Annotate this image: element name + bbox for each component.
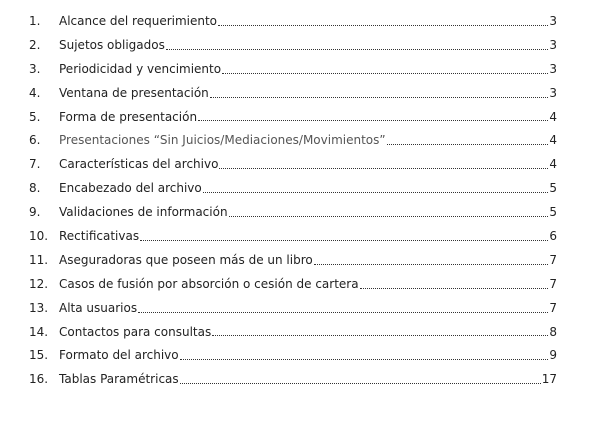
toc-entry-12[interactable] bbox=[29, 272, 557, 296]
toc-entry-title: Alta usuarios bbox=[59, 300, 138, 315]
toc-entry-6[interactable] bbox=[29, 128, 557, 152]
toc-entry-page: 5 bbox=[549, 181, 557, 196]
dot-leader bbox=[180, 383, 541, 384]
dot-leader bbox=[140, 240, 548, 241]
toc-entry-title: Periodicidad y vencimiento bbox=[59, 61, 222, 76]
toc-entry-page: 4 bbox=[549, 133, 557, 148]
dot-leader bbox=[222, 73, 548, 74]
toc-entry-page: 7 bbox=[549, 276, 557, 291]
dot-leader bbox=[210, 97, 549, 98]
toc-entry-8[interactable] bbox=[29, 176, 557, 200]
toc-entry-page: 17 bbox=[541, 372, 557, 387]
toc-entry-title: Presentaciones “Sin Juicios/Mediaciones/Movimientos” bbox=[59, 133, 386, 148]
toc-entry-3[interactable] bbox=[29, 57, 557, 81]
dot-leader bbox=[203, 192, 549, 193]
toc-entry-5[interactable] bbox=[29, 105, 557, 129]
toc-entry-number: 12. bbox=[29, 276, 49, 291]
toc-entry-title: Contactos para consultas bbox=[59, 324, 212, 339]
toc-entry-number: 4. bbox=[29, 85, 41, 100]
toc-entry-number: 2. bbox=[29, 37, 41, 52]
dot-leader bbox=[314, 264, 549, 265]
toc-entry-page: 4 bbox=[549, 109, 557, 124]
toc-entry-title: Tablas Paramétricas bbox=[59, 372, 179, 387]
toc-entry-page: 3 bbox=[549, 13, 557, 28]
toc-entry-13[interactable] bbox=[29, 296, 557, 320]
toc-entry-9[interactable] bbox=[29, 200, 557, 224]
toc-entry-number: 16. bbox=[29, 372, 49, 387]
dot-leader bbox=[138, 312, 548, 313]
dot-leader bbox=[219, 168, 548, 169]
toc-entry-page: 3 bbox=[549, 37, 557, 52]
toc-entry-number: 3. bbox=[29, 61, 41, 76]
toc-entry-number: 13. bbox=[29, 300, 49, 315]
toc-entry-number: 1. bbox=[29, 13, 41, 28]
toc-entry-15[interactable] bbox=[29, 343, 557, 367]
toc-entry-16[interactable] bbox=[29, 367, 557, 391]
toc-entry-page: 7 bbox=[549, 252, 557, 267]
dot-leader bbox=[198, 120, 548, 121]
toc-entry-number: 10. bbox=[29, 228, 49, 243]
dot-leader bbox=[229, 216, 549, 217]
toc-entry-title: Sujetos obligados bbox=[59, 37, 165, 52]
toc-entry-page: 4 bbox=[549, 157, 557, 172]
toc-entry-page: 7 bbox=[549, 300, 557, 315]
toc-entry-10[interactable] bbox=[29, 224, 557, 248]
toc-entry-14[interactable] bbox=[29, 320, 557, 344]
toc-entry-number: 6. bbox=[29, 133, 41, 148]
dot-leader bbox=[212, 335, 548, 336]
toc-entry-number: 7. bbox=[29, 157, 41, 172]
toc-entry-number: 5. bbox=[29, 109, 41, 124]
toc-entry-page: 3 bbox=[549, 61, 557, 76]
toc-entry-7[interactable] bbox=[29, 152, 557, 176]
dot-leader bbox=[166, 49, 548, 50]
toc-entry-title: Formato del archivo bbox=[59, 348, 179, 363]
toc-entry-11[interactable] bbox=[29, 248, 557, 272]
dot-leader bbox=[180, 359, 549, 360]
toc-entry-number: 11. bbox=[29, 252, 49, 267]
toc-entry-title: Casos de fusión por absorción o cesión de cartera bbox=[59, 276, 359, 291]
table-of-contents bbox=[29, 9, 557, 391]
toc-entry-page: 9 bbox=[549, 348, 557, 363]
toc-entry-title: Forma de presentación bbox=[59, 109, 198, 124]
toc-entry-title: Alcance del requerimiento bbox=[59, 13, 218, 28]
toc-entry-page: 6 bbox=[549, 228, 557, 243]
dot-leader bbox=[387, 144, 549, 145]
dot-leader bbox=[218, 25, 548, 26]
toc-entry-page: 8 bbox=[549, 324, 557, 339]
toc-entry-title: Aseguradoras que poseen más de un libro bbox=[59, 252, 313, 267]
toc-entry-title: Características del archivo bbox=[59, 157, 219, 172]
toc-entry-page: 3 bbox=[549, 85, 557, 100]
toc-entry-title: Rectificativas bbox=[59, 228, 140, 243]
toc-entry-title: Validaciones de información bbox=[59, 205, 228, 220]
toc-entry-2[interactable] bbox=[29, 33, 557, 57]
toc-entry-title: Encabezado del archivo bbox=[59, 181, 202, 196]
toc-entry-number: 15. bbox=[29, 348, 49, 363]
toc-entry-page: 5 bbox=[549, 205, 557, 220]
toc-entry-number: 8. bbox=[29, 181, 41, 196]
toc-entry-number: 14. bbox=[29, 324, 49, 339]
toc-entry-title: Ventana de presentación bbox=[59, 85, 209, 100]
toc-entry-1[interactable] bbox=[29, 9, 557, 33]
toc-entry-number: 9. bbox=[29, 205, 41, 220]
dot-leader bbox=[360, 288, 549, 289]
toc-entry-4[interactable] bbox=[29, 81, 557, 105]
